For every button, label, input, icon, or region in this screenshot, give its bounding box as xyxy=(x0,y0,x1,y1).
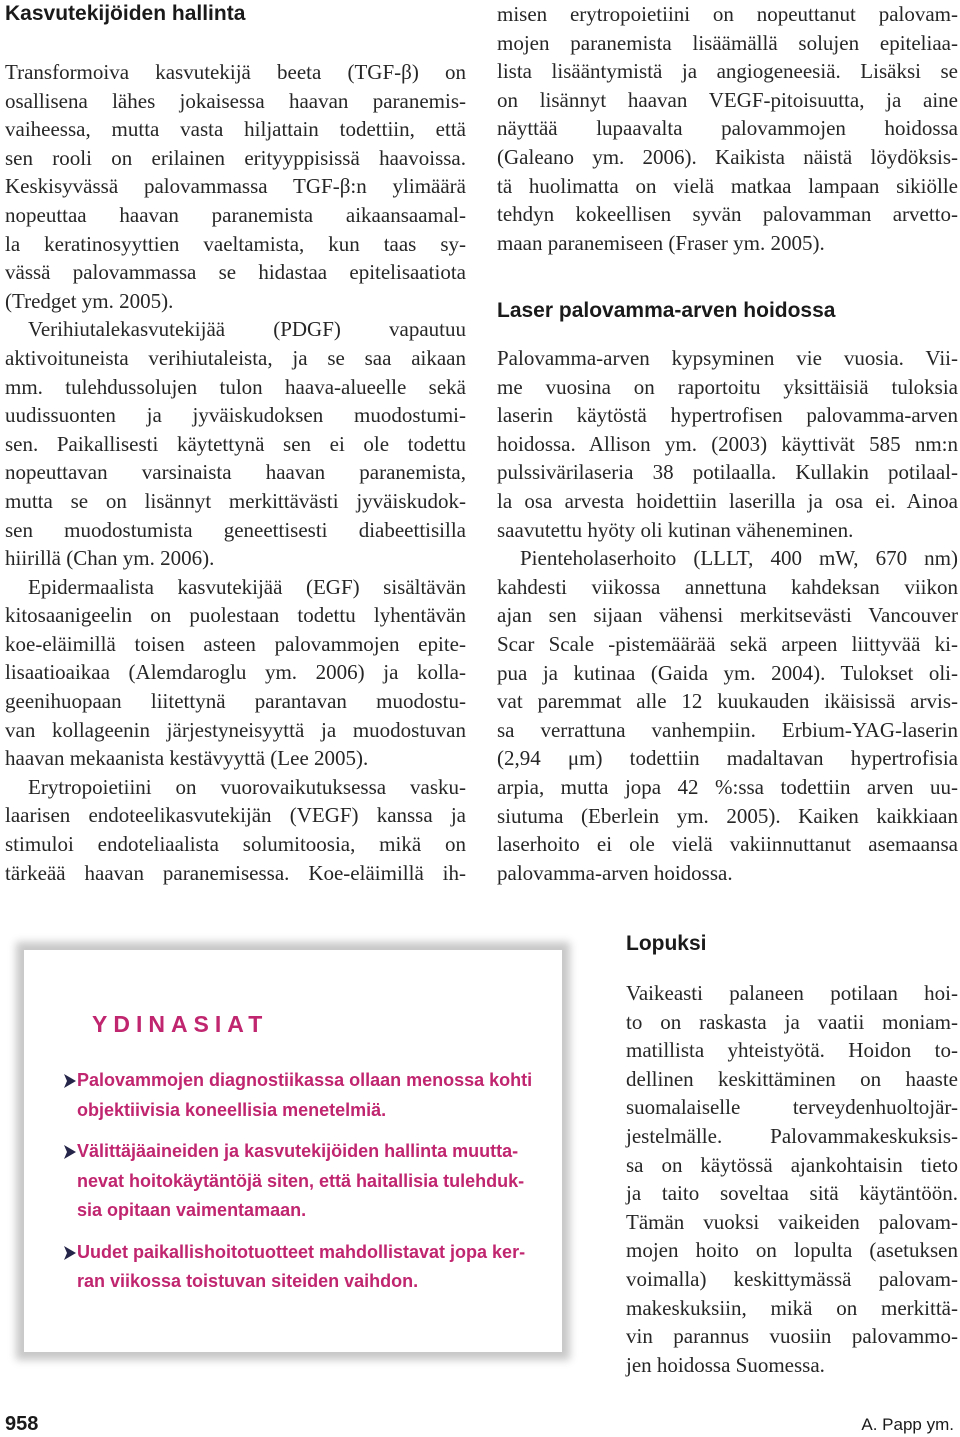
text-line: kitosaanigeelin on puolestaan todettu lyhentävän xyxy=(5,603,466,628)
key-point-line: Palovammojen diagnostiikassa ollaan menossa kohti xyxy=(77,1070,533,1090)
text-line: tä huolimatta on vielä matkaa lampaan sikiölle xyxy=(497,173,958,198)
text-line: kahdesti viikossa annettuna kahdeksan viikon xyxy=(497,574,958,599)
arrowhead-bullet-icon xyxy=(64,1145,76,1159)
text-line: Palovamma-arven kypsyminen vie vuosia. Vii- xyxy=(497,346,958,370)
text-line: hiirillä (Chan ym. 2006). xyxy=(5,546,215,571)
paragraph xyxy=(5,573,466,773)
key-point-line: objektiivisia koneellisia menetelmiä. xyxy=(77,1099,387,1120)
text-line: siutuma (Eberlein ym. 2005). Kaiken kaikkiaan xyxy=(497,803,958,828)
text-line: mm. tulehdussolujen tulon haava-alueelle sekä xyxy=(5,374,466,399)
paragraph xyxy=(497,544,958,887)
section-heading-growth-factors: Kasvutekijöiden hallinta xyxy=(5,2,246,25)
text-line: jestelmälle. Palovammakeskuksis- xyxy=(626,1123,958,1148)
key-point-line: ran viikossa toistuvan siteiden vaihdon. xyxy=(77,1271,419,1291)
key-point-line: Uudet paikallishoitotuotteet mahdollistavat jopa ker- xyxy=(77,1241,526,1262)
key-points-box xyxy=(24,950,562,1352)
text-line: (Galeano ym. 2006). Kaikista näistä löydöksis- xyxy=(497,144,958,169)
key-point-line: sia opitaan vaimentamaan. xyxy=(77,1200,307,1220)
left-column-body xyxy=(5,58,466,887)
text-line: aktivoituneista verihiutaleista, ja se saa aikaan xyxy=(5,345,466,370)
text-line: tehdyn kokeellisen syvän palovamman arvetto- xyxy=(497,202,958,227)
text-line: Transformoiva kasvutekijä beeta (TGF-β) on xyxy=(5,60,466,84)
text-line: lista lisääntymistä ja angiogeneesiä. Lisäksi se xyxy=(497,59,958,84)
text-line: suomalaiselle terveydenhuoltojär- xyxy=(626,1095,958,1120)
text-line: Scar Scale -pistemäärää sekä arpeen liittyvää ki- xyxy=(497,631,958,656)
text-line: laserhoito ei ole vielä vakiinnuttanut asemaansa xyxy=(497,832,958,857)
text-line: osallisena lähes jokaisessa haavan paranemis- xyxy=(5,88,466,113)
text-line: arpia, mutta jopa 42 %:ssa todettiin arven uu- xyxy=(497,774,958,799)
text-line: geenihuopaan liitettynä parantavan muodostu- xyxy=(5,689,466,714)
text-line: laarisen endoteelikasvutekijän (VEGF) kanssa ja xyxy=(5,803,466,828)
section-heading-conclusion: Lopuksi xyxy=(626,932,707,955)
arrowhead-bullet-icon xyxy=(64,1074,76,1088)
key-point-item xyxy=(64,1137,554,1226)
text-line: la keratinosyyttien vaeltamista, kun taas sy- xyxy=(5,231,466,256)
paragraph xyxy=(497,344,958,544)
text-line: me vuosina on raportoitu yksittäisiä tuloksia xyxy=(497,374,958,399)
text-line: haavan mekaanista kestävyyttä (Lee 2005). xyxy=(5,746,369,771)
text-line: van kollageenin järjestyneisyyttä ja muodostuvan xyxy=(5,717,466,742)
paragraph xyxy=(626,979,958,1379)
text-line: Verihiutalekasvutekijää (PDGF) vapautuu xyxy=(28,317,466,342)
key-point-item xyxy=(64,1238,554,1297)
text-line: stimuloi endoteliaalista solumitoosia, mikä on xyxy=(5,832,466,857)
text-line: mutta se on lisännyt merkittävästi jyväiskudok- xyxy=(5,488,466,513)
text-line: tärkeää haavan paranemisessa. Koe-eläimillä ih- xyxy=(5,860,466,885)
text-line: koe-eläimillä toisen asteen palovammojen epite- xyxy=(5,631,466,656)
text-line: (Tredget ym. 2005). xyxy=(5,288,174,313)
key-points-title: YDINASIAT xyxy=(92,1011,269,1037)
text-line: Epidermaalista kasvutekijää (EGF) sisältävän xyxy=(28,574,466,599)
text-line: Keskisyvässä palovammassa TGF-β:n ylimäärä xyxy=(5,174,466,199)
text-line: pulssivärilaseria 38 potilaalla. Kullakin potilaal- xyxy=(497,460,958,485)
paragraph xyxy=(5,773,466,887)
text-line: maan paranemiseen (Fraser ym. 2005). xyxy=(497,230,825,255)
text-line: sa verrattuna vanhempiin. Erbium-YAG-laserin xyxy=(497,717,958,742)
text-line: ajan sen sijaan vähensi merkitsevästi Vancouver xyxy=(497,603,958,628)
text-line: nopeuttavan varsinaista haavan paranemista, xyxy=(5,460,466,485)
text-line: Tämän vuoksi vaikeiden palovam- xyxy=(626,1209,958,1234)
text-line: sen rooli on erilainen erityyppisissä haavoissa. xyxy=(5,145,466,170)
paragraph xyxy=(5,315,466,572)
text-line: vin parannus vuosiin palovammo- xyxy=(626,1324,958,1349)
text-line: palovamma-arven hoidossa. xyxy=(497,860,733,885)
text-line: näyttää lupaavalta palovammojen hoidossa xyxy=(497,116,958,141)
text-line: dellinen keskittäminen on haaste xyxy=(626,1066,958,1091)
text-line: uudissuonten ja jyväiskudoksen muodostumi- xyxy=(5,403,466,428)
conclusion-body xyxy=(626,979,958,1379)
text-line: ja taito soveltaa sitä käytäntöön. xyxy=(626,1181,958,1206)
text-line: pua ja kutinaa (Gaida ym. 2004). Tulokset oli- xyxy=(497,660,958,685)
text-line: mojen hoito on lopulta (asetuksen xyxy=(626,1238,958,1263)
arrowhead-bullet-icon xyxy=(64,1246,76,1260)
text-line: sa on käytössä ajankohtaisin tieto xyxy=(626,1152,958,1177)
text-line: lisaatioaikaa (Alemdaroglu ym. 2006) ja kolla- xyxy=(5,660,466,685)
text-line: sen muodostumista geneettisesti diabeettisilla xyxy=(5,517,466,542)
key-point-line: nevat hoitokäytäntöjä siten, että haitallisia tulehduk- xyxy=(77,1170,525,1191)
text-line: on lisännyt haavan VEGF-pitoisuutta, ja aine xyxy=(497,87,958,112)
text-line: Vaikeasti palaneen potilaan hoi- xyxy=(626,981,958,1005)
text-line: misen erytropoietiini on nopeuttanut palovam- xyxy=(497,2,958,26)
text-line: voimalla) keskittymässä palovam- xyxy=(626,1266,958,1291)
paragraph xyxy=(497,0,958,257)
text-line: la osa arvesta hoidettiin laserilla ja osa ei. Ainoa xyxy=(497,488,958,513)
text-line: vässä palovammassa se hidastaa epitelisaatiota xyxy=(5,260,466,285)
text-line: sen. Paikallisesti käytettynä sen ei ole todettu xyxy=(5,431,466,456)
key-point-line: Välittäjäaineiden ja kasvutekijöiden hallinta muutta- xyxy=(77,1141,519,1161)
text-line: laserin käytöstä hypertrofisen palovamma-arven xyxy=(497,403,958,428)
text-line: makeskuksiin, mikä on merkittä- xyxy=(626,1295,958,1320)
section-heading-laser: Laser palovamma-arven hoidossa xyxy=(497,299,836,322)
text-line: nopeuttaa haavan paranemista aikaansaamal- xyxy=(5,202,466,227)
key-points-list xyxy=(64,1066,554,1309)
page-number: 958 xyxy=(5,1413,39,1435)
text-line: Erytropoietiini on vuorovaikutuksessa vasku- xyxy=(28,774,466,799)
text-line: saavutettu hyöty oli kutinan väheneminen. xyxy=(497,517,854,542)
laser-section-body xyxy=(497,344,958,887)
text-line: matillista yhteistyötä. Hoidon to- xyxy=(626,1038,958,1063)
key-point-item xyxy=(64,1066,554,1125)
text-line: mojen paranemista lisäämällä solujen epiteliaa- xyxy=(497,30,958,55)
text-line: jen hoidossa Suomessa. xyxy=(626,1352,825,1377)
text-line: vat paremmat alle 12 kuukauden ikäisissä arvis- xyxy=(497,689,958,714)
paragraph xyxy=(5,58,466,315)
right-column-continuation xyxy=(497,0,958,257)
text-line: vaiheessa, mutta vasta hiljattain todettiin, että xyxy=(5,117,466,142)
author-credit: A. Papp ym. xyxy=(861,1415,954,1434)
text-line: to on raskasta ja vaatii moniam- xyxy=(626,1009,958,1034)
text-line: hoidossa. Allison ym. (2003) käyttivät 585 nm:n xyxy=(497,431,958,456)
text-line: Pienteholaserhoito (LLLT, 400 mW, 670 nm) xyxy=(520,546,958,571)
text-line: (2,94 μm) todettiin madaltavan hypertrofisia xyxy=(497,746,958,771)
